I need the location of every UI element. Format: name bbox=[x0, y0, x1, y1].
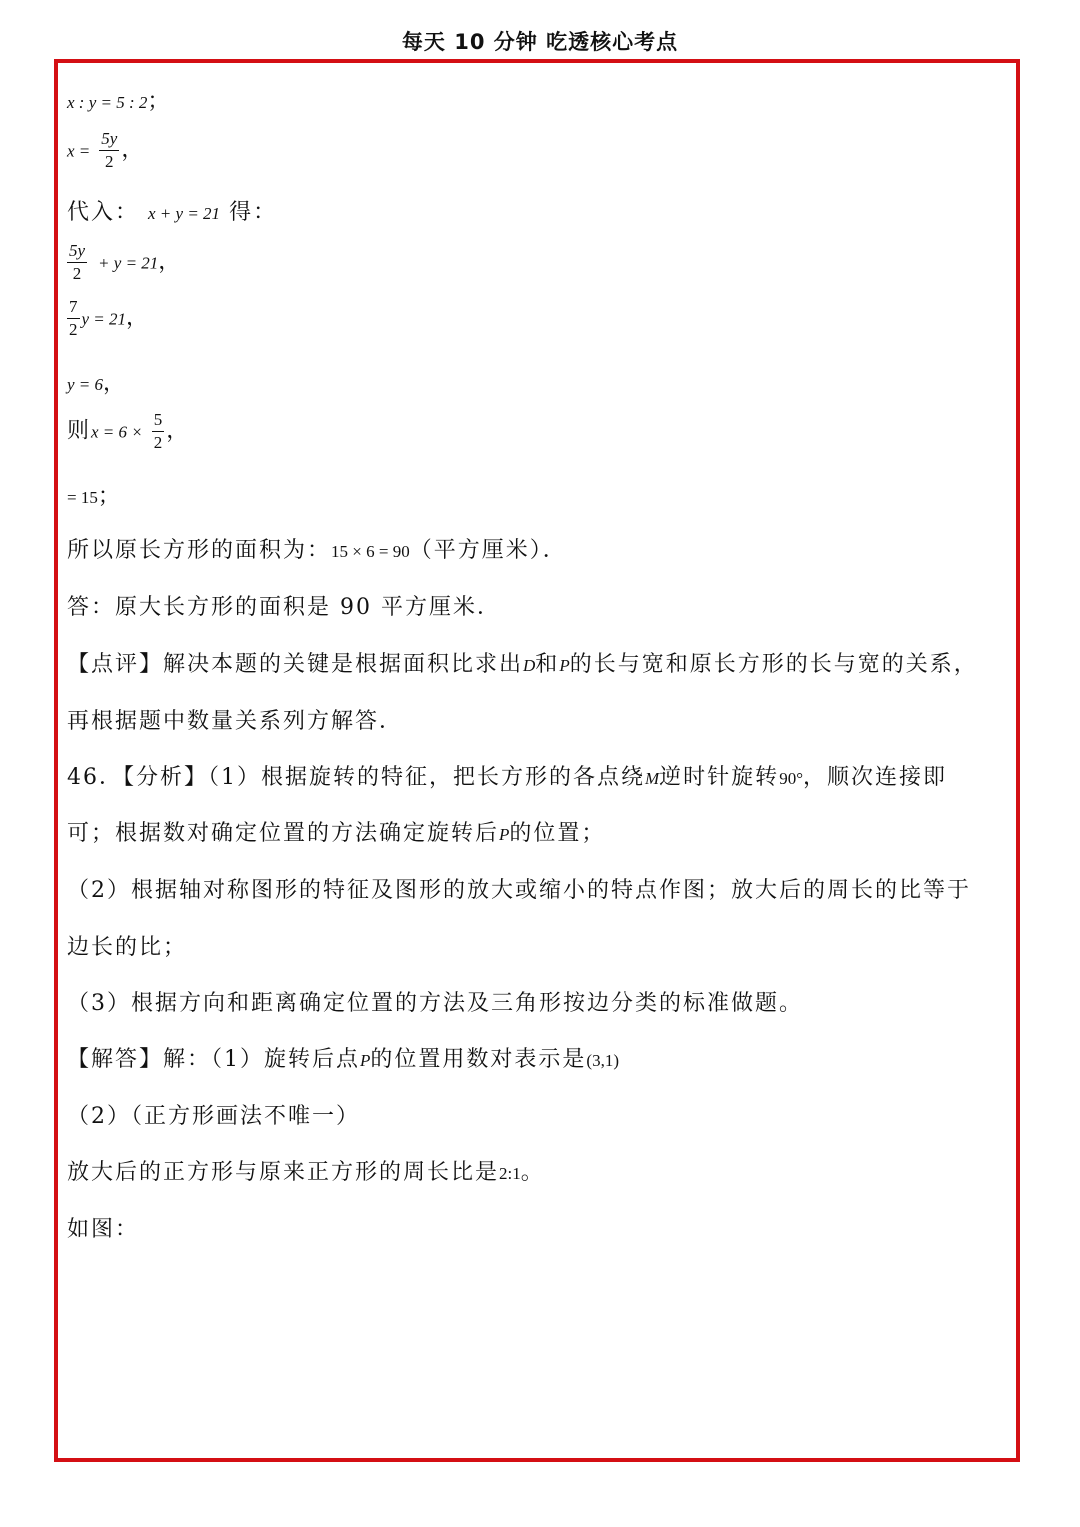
analysis-line-3: （2）根据轴对称图形的特征及图形的放大或缩小的特点作图；放大后的周长的比等于 bbox=[67, 878, 971, 903]
comment-text-start: 【点评】解决本题的关键是根据面积比求出 bbox=[67, 652, 524, 677]
analysis-text-end: ，顺次连接即 bbox=[803, 765, 948, 790]
area-unit: （平方厘米）． bbox=[409, 538, 567, 563]
equation-simplified-line bbox=[67, 296, 150, 341]
comment-text-and: 和 bbox=[535, 652, 560, 677]
punctuation: ， bbox=[121, 137, 146, 163]
solution-line bbox=[67, 1042, 619, 1073]
coordinate-pair: (3,1) bbox=[586, 1051, 619, 1070]
punctuation: 。 bbox=[520, 1160, 545, 1185]
solution-text-start: 【解答】解：（1）旋转后点 bbox=[67, 1047, 360, 1072]
equation-lhs: x = bbox=[67, 141, 91, 161]
analysis-line bbox=[67, 760, 947, 791]
equation-result: = 15 bbox=[67, 488, 98, 507]
equation-sum: x + y = 21 bbox=[148, 204, 221, 223]
comment-text-end: 的长与宽和原长方形的长与宽的关系， bbox=[569, 652, 978, 677]
punctuation: ， bbox=[103, 371, 128, 396]
perimeter-ratio: 2:1 bbox=[499, 1164, 521, 1183]
variable-m: M bbox=[645, 769, 660, 788]
equation-ratio: x : y = 5 : 2 bbox=[67, 93, 148, 112]
solution-line-3 bbox=[67, 1155, 545, 1186]
fraction-numerator: 7 bbox=[67, 296, 80, 319]
substitution-tail: 得： bbox=[229, 200, 278, 225]
variable-p: P bbox=[559, 656, 570, 675]
analysis-text-start: 可；根据数对确定位置的方法确定旋转后 bbox=[67, 821, 500, 846]
equation-result-line bbox=[67, 479, 122, 510]
fraction-numerator: 5 bbox=[152, 409, 165, 432]
equation-x-expression-line bbox=[67, 128, 145, 173]
angle-value: 90° bbox=[779, 769, 803, 788]
fraction-numerator: 5y bbox=[67, 240, 87, 263]
comment-line bbox=[67, 647, 978, 678]
answer-line: 答：原大长方形的面积是 90 平方厘米． bbox=[67, 595, 501, 620]
fraction-denominator: 2 bbox=[105, 152, 114, 171]
variable-p: P bbox=[499, 825, 510, 844]
variable-p: P bbox=[360, 1051, 371, 1070]
analysis-text-mid: 逆时针旋转 bbox=[659, 765, 780, 790]
substitution-label: 代入： bbox=[67, 200, 140, 225]
analysis-text-end: 的位置； bbox=[509, 821, 606, 846]
equation-y-value-line bbox=[67, 366, 127, 397]
area-line bbox=[67, 533, 567, 564]
comment-line-2: 再根据题中数量关系列方解答． bbox=[67, 709, 404, 734]
fraction-denominator: 2 bbox=[69, 320, 78, 339]
equation-rest: y = 21 bbox=[81, 309, 127, 329]
fraction bbox=[152, 409, 165, 454]
page-header-title: 每天 10 分钟 吃透核心考点 bbox=[401, 30, 679, 54]
figure-caption: 如图： bbox=[67, 1217, 140, 1242]
fraction bbox=[67, 296, 80, 341]
solution-text-start: 放大后的正方形与原来正方形的周长比是 bbox=[67, 1160, 500, 1185]
punctuation: ， bbox=[158, 249, 183, 275]
substitution-line bbox=[67, 195, 277, 226]
analysis-line-2 bbox=[67, 816, 605, 847]
analysis-line-4: 边长的比； bbox=[67, 935, 188, 960]
punctuation: ； bbox=[97, 484, 122, 509]
fraction-denominator: 2 bbox=[153, 433, 163, 452]
fraction-numerator: 5y bbox=[99, 128, 119, 151]
equation-substituted-line bbox=[67, 240, 182, 285]
punctuation: ， bbox=[166, 418, 191, 444]
equation-ratio-line bbox=[67, 84, 171, 115]
equation-rest: + y = 21 bbox=[98, 253, 159, 273]
equation-x-value-line bbox=[67, 409, 190, 454]
area-equation: 15 × 6 = 90 bbox=[331, 542, 410, 561]
then-label: 则 bbox=[67, 418, 92, 444]
solution-text-mid: 的位置用数对表示是 bbox=[370, 1047, 587, 1072]
solution-line-2: （2）（正方形画法不唯一） bbox=[67, 1104, 360, 1129]
fraction bbox=[67, 240, 87, 285]
analysis-line-5: （3）根据方向和距离确定位置的方法及三角形按边分类的标准做题。 bbox=[67, 991, 803, 1016]
variable-d: D bbox=[523, 656, 536, 675]
equation-y-value: y = 6 bbox=[67, 375, 104, 394]
fraction bbox=[99, 128, 119, 173]
equation-x-product: x = 6 × bbox=[91, 422, 143, 442]
fraction-denominator: 2 bbox=[72, 264, 82, 283]
punctuation: ， bbox=[126, 305, 151, 331]
punctuation: ； bbox=[147, 89, 172, 114]
area-label: 所以原长方形的面积为： bbox=[67, 538, 332, 563]
analysis-text-start: 46．【分析】（1）根据旋转的特征，把长方形的各点绕 bbox=[67, 765, 645, 790]
